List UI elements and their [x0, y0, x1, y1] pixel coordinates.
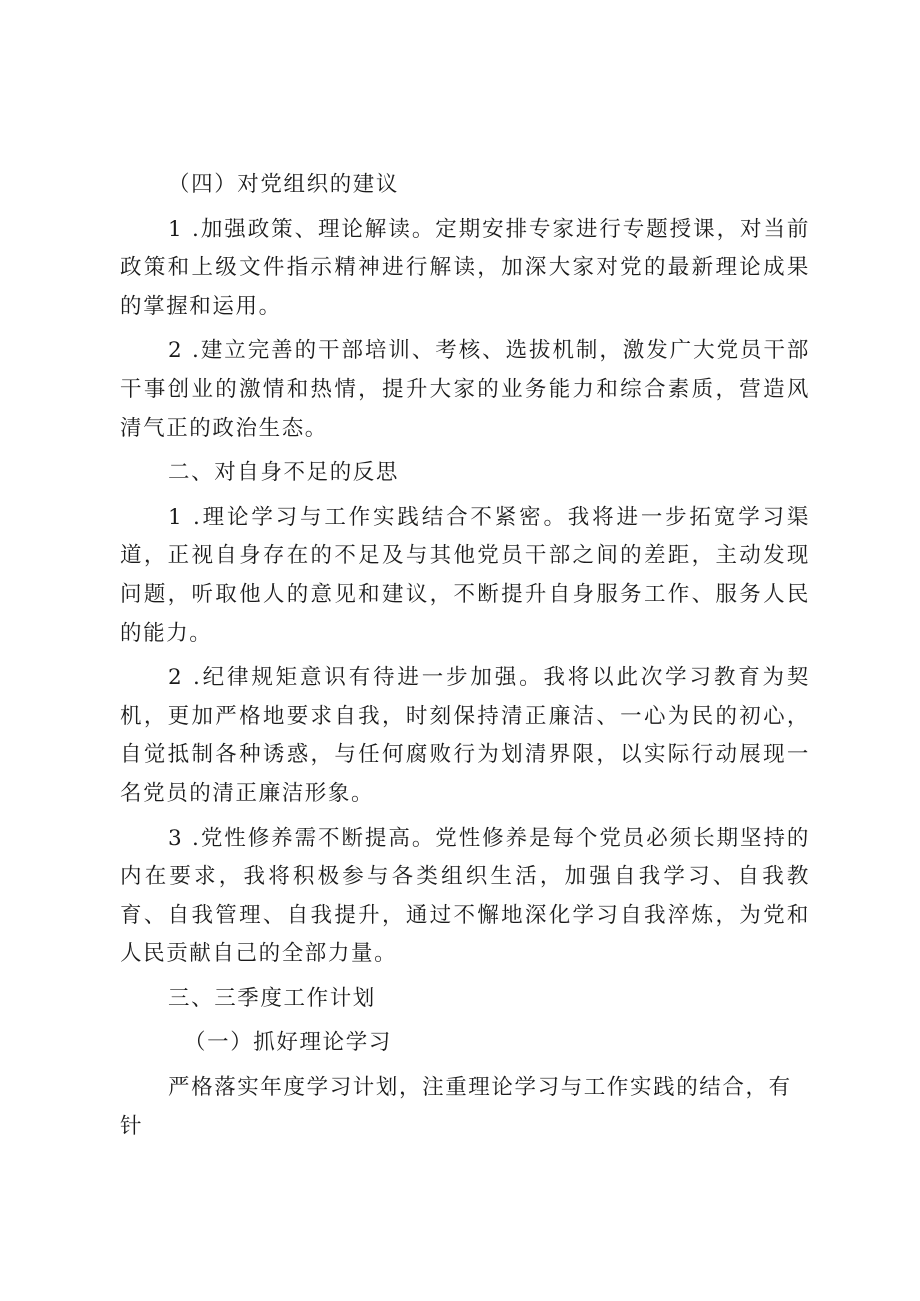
section-4-heading: （四）对党组织的建议: [168, 172, 400, 197]
part-3-paragraph: 严格落实年度学习计划，注重理论学习与工作实践的结合，有针: [120, 1075, 792, 1139]
part-3-sub-heading: （一）抓好理论学习: [184, 1030, 392, 1056]
part-3-heading: 三、三季度工作计划: [168, 985, 376, 1011]
part-2-item-2: 2 .纪律规矩意识有待进一步加强。我将以此次学习教育为契机，更加严格地要求自我，时刻保持清正廉洁、一心为民的初心，自觉抵制各种诱惑，与任何腐败行为划清界限，以实际行动展现一名党员的清正廉洁形象。: [120, 665, 810, 806]
document-body: [120, 166, 810, 1146]
part-2-item-3: 3 .党性修养需不断提高。党性修养是每个党员必须长期坚持的内在要求，我将积极参与各类组织生活，加强自我学习、自我教育、自我管理、自我提升，通过不懈地深化学习自我淬炼，为党和人民贡献自己的全部力量。: [120, 825, 810, 967]
part-2-heading: 二、对自身不足的反思: [168, 460, 400, 486]
part-2-item-1: 1 .理论学习与工作实践结合不紧密。我将进一步拓宽学习渠道，正视自身存在的不足及与其他党员干部之间的差距，主动发现问题，听取他人的意见和建议，不断提升自身服务工作、服务人民的能力。: [120, 504, 810, 646]
section-4-item-2: 2 .建立完善的干部培训、考核、选拔机制，激发广大党员干部干事创业的激情和热情，提升大家的业务能力和综合素质，营造风清气正的政治生态。: [120, 338, 810, 441]
section-4-item-1: 1 .加强政策、理论解读。定期安排专家进行专题授课，对当前政策和上级文件指示精神进行解读，加深大家对党的最新理论成果的掌握和运用。: [120, 216, 810, 319]
